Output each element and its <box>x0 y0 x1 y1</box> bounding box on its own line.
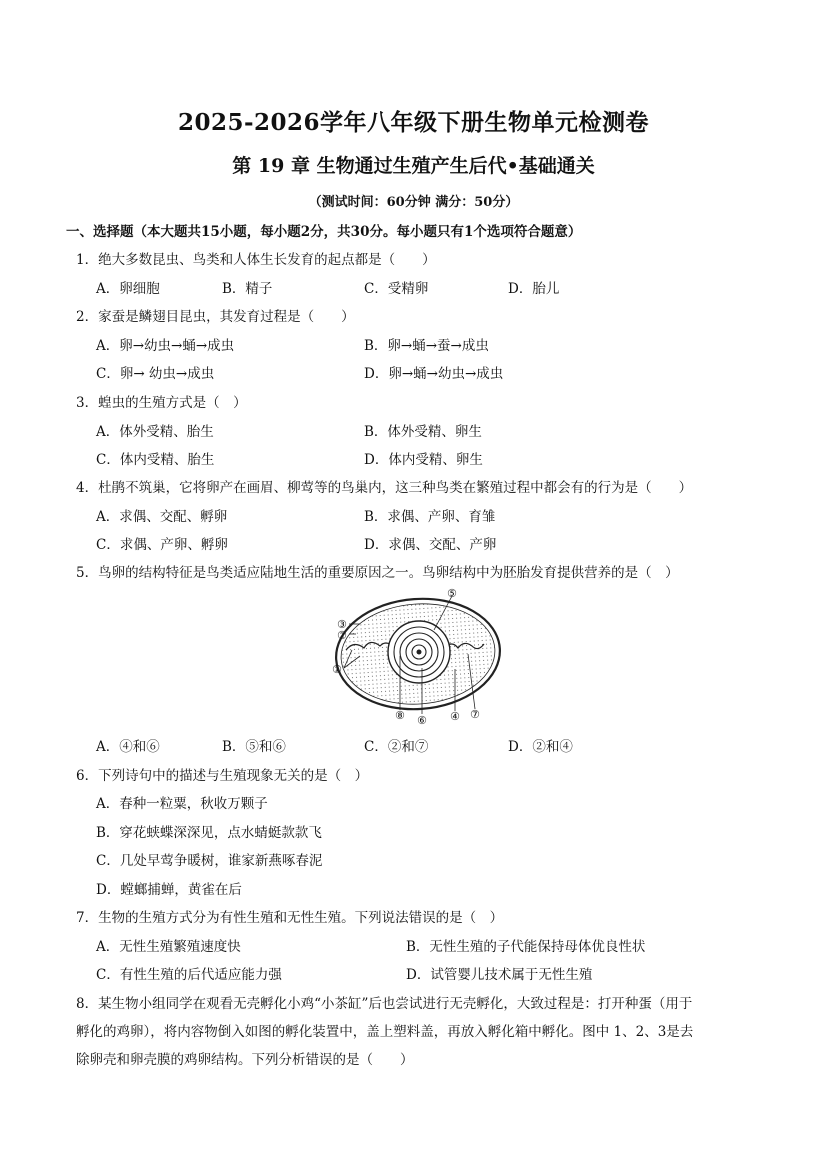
q4-option-a: A．求偶、交配、孵卵 <box>96 509 228 525</box>
page-title: 2025-2026学年八年级下册生物单元检测卷 <box>177 109 650 136</box>
q5-option-b: B．⑤和⑥ <box>222 739 286 755</box>
q6-option-a: A．春种一粒粟，秋收万颗子 <box>96 796 268 812</box>
exam-meta: （测试时间：60分钟 满分：50分） <box>308 195 519 210</box>
label-8: ⑧ <box>395 709 405 722</box>
q5-option-d: D．②和④ <box>508 739 573 755</box>
q2-option-a: A．卵→幼虫→蛹→成虫 <box>96 338 235 354</box>
question-1-stem: 1．绝大多数昆虫、鸟类和人体生长发育的起点都是（ ） <box>76 252 436 268</box>
question-8-line-1: 8．某生物小组同学在观看无壳孵化小鸡“小茶缸”后也尝试进行无壳孵化，大致过程是：打开种蛋（用于 <box>76 996 693 1012</box>
q4-option-d: D．求偶、交配、产卵 <box>364 537 497 553</box>
label-3: ③ <box>337 618 347 631</box>
question-3-stem: 3．蝗虫的生殖方式是（ ） <box>76 395 247 411</box>
q3-option-b: B．体外受精、卵生 <box>364 424 482 440</box>
q1-option-c: C．受精卵 <box>364 281 429 297</box>
yolk <box>388 621 450 683</box>
question-7-stem: 7．生物的生殖方式分为有性生殖和无性生殖。下列说法错误的是（ ） <box>76 910 504 926</box>
q6-option-c: C．几处早莺争暖树，谁家新燕啄春泥 <box>96 853 323 869</box>
q2-option-b: B．卵→蛹→蚕→成虫 <box>364 338 489 354</box>
question-8-line-2: 孵化的鸡卵），将内容物倒入如图的孵化装置中，盖上塑料盖，再放入孵化箱中孵化。图中 1、2、3是去 <box>76 1024 694 1040</box>
question-5-stem: 5．鸟卵的结构特征是鸟类适应陆地生活的重要原因之一。鸟卵结构中为胚胎发育提供营养的是（ ） <box>76 565 679 581</box>
q3-option-d: D．体内受精、卵生 <box>364 452 483 468</box>
label-6: ⑥ <box>417 714 427 726</box>
q6-option-d: D．螳螂捕蝉，黄雀在后 <box>96 882 242 898</box>
q7-option-a: A．无性生殖繁殖速度快 <box>96 939 241 955</box>
label-1: ① <box>332 663 342 676</box>
q6-option-b: B．穿花蛱蝶深深见，点水蜻蜓款款飞 <box>96 825 322 841</box>
q2-option-c: C．卵→ 幼虫→成虫 <box>96 366 215 382</box>
label-4: ④ <box>450 710 460 723</box>
egg-structure-figure <box>318 584 508 726</box>
question-2-stem: 2．家蚕是鳞翅目昆虫，其发育过程是（ ） <box>76 309 355 325</box>
q7-option-b: B．无性生殖的子代能保持母体优良性状 <box>406 939 646 955</box>
chapter-subtitle: 第 19 章 生物通过生殖产生后代•基础通关 <box>232 155 595 177</box>
section-heading: 一、选择题（本大题共15小题，每小题2分，共30分。每小题只有1个选项符合题意） <box>66 224 582 240</box>
q4-option-b: B．求偶、产卵、育雏 <box>364 509 496 525</box>
label-7: ⑦ <box>470 708 480 721</box>
question-4-stem: 4．杜鹃不筑巢，它将卵产在画眉、柳莺等的鸟巢内，这三种鸟类在繁殖过程中都会有的行为是（ ） <box>76 480 693 496</box>
q5-option-c: C．②和⑦ <box>364 739 429 755</box>
q1-option-a: A．卵细胞 <box>96 281 160 297</box>
label-5: ⑤ <box>447 587 457 600</box>
question-6-stem: 6．下列诗句中的描述与生殖现象无关的是（ ） <box>76 768 369 784</box>
q1-option-d: D．胎儿 <box>508 281 560 297</box>
q7-option-c: C．有性生殖的后代适应能力强 <box>96 967 282 983</box>
q4-option-c: C．求偶、产卵、孵卵 <box>96 537 228 553</box>
q3-option-a: A．体外受精、胎生 <box>96 424 214 440</box>
label-2: ② <box>337 629 347 642</box>
q2-option-d: D．卵→蛹→幼虫→成虫 <box>364 366 504 382</box>
q5-option-a: A．④和⑥ <box>96 739 160 755</box>
q7-option-d: D．试管婴儿技术属于无性生殖 <box>406 967 593 983</box>
q3-option-c: C．体内受精、胎生 <box>96 452 215 468</box>
q1-option-b: B．精子 <box>222 281 273 297</box>
question-8-line-3: 除卵壳和卵壳膜的鸡卵结构。下列分析错误的是（ ） <box>76 1052 414 1068</box>
